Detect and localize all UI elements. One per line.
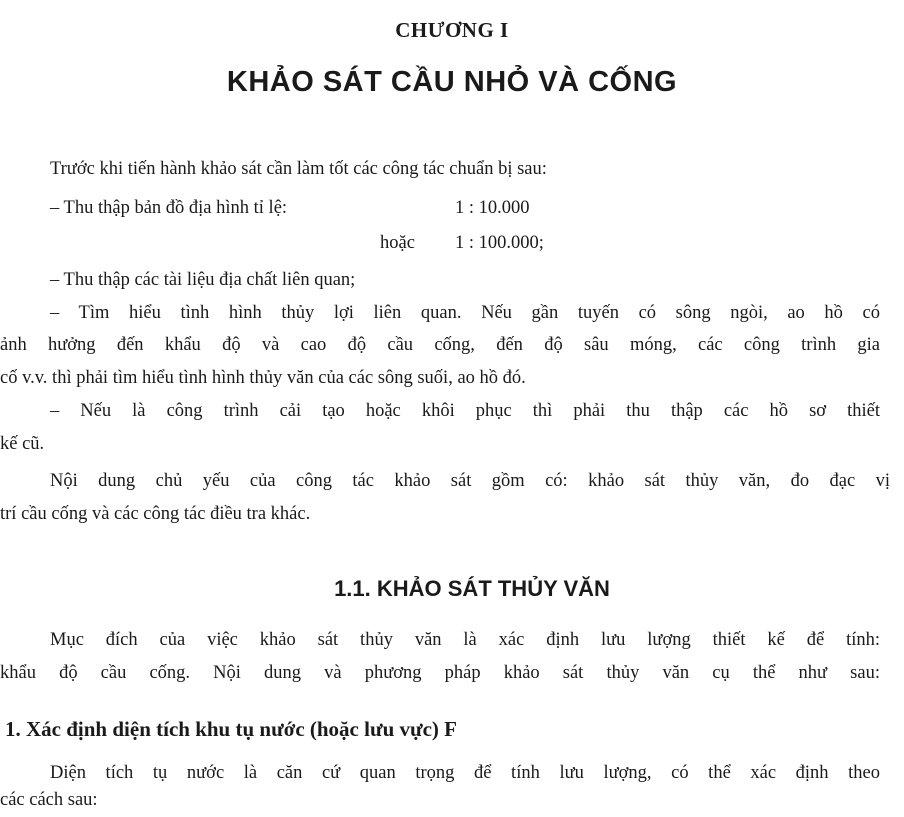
section-paragraph-line-2: khẩu độ cầu cống. Nội dung và phương pháp khảo sát thủy văn cụ thể như sau:	[0, 663, 880, 683]
map-scale-alternative: 1 : 100.000;	[455, 233, 544, 253]
intro-lead: Trước khi tiến hành khảo sát cần làm tốt các công tác chuẩn bị sau:	[50, 159, 547, 179]
section-title: 1.1. KHẢO SÁT THỦY VĂN	[334, 576, 610, 601]
intro-item-hydrology-line-3: cố v.v. thì phải tìm hiểu tình hình thủy văn của các sông suối, ao hồ đó.	[0, 368, 526, 388]
subsection-paragraph-line-1: Diện tích tụ nước là căn cứ quan trọng để tính lưu lượng, có thể xác định theo	[50, 763, 880, 783]
chapter-title: KHẢO SÁT CẦU NHỎ VÀ CỐNG	[226, 66, 678, 98]
map-scale-or: hoặc	[380, 233, 415, 253]
subsection-paragraph-line-2: các cách sau:	[0, 790, 98, 810]
intro-item-renovation-line-1: – Nếu là công trình cải tạo hoặc khôi phục thì phải thu thập các hồ sơ thiết	[50, 401, 880, 421]
intro-item-map: – Thu thập bản đồ địa hình tỉ lệ:	[50, 198, 288, 218]
survey-content-line-2: trí cầu cống và các công tác điều tra khác.	[0, 504, 311, 524]
chapter-label: CHƯƠNG I	[395, 18, 509, 42]
survey-content-line-1: Nội dung chủ yếu của công tác khảo sát gồm có: khảo sát thủy văn, đo đạc vị	[50, 471, 890, 491]
intro-item-geology: – Thu thập các tài liệu địa chất liên quan;	[50, 270, 356, 290]
subsection-title: 1. Xác định diện tích khu tụ nước (hoặc lưu vực) F	[5, 717, 457, 741]
map-scale-primary: 1 : 10.000	[455, 198, 530, 218]
section-paragraph-line-1: Mục đích của việc khảo sát thủy văn là xác định lưu lượng thiết kế để tính:	[50, 630, 880, 650]
intro-item-hydrology-line-2: ảnh hưởng đến khẩu độ và cao độ cầu cống, đến độ sâu móng, các công trình gia	[0, 335, 880, 355]
intro-item-renovation-line-2: kế cũ.	[0, 434, 45, 454]
intro-item-hydrology-line-1: – Tìm hiểu tình hình thủy lợi liên quan. Nếu gần tuyến có sông ngòi, ao hồ có	[50, 303, 880, 323]
